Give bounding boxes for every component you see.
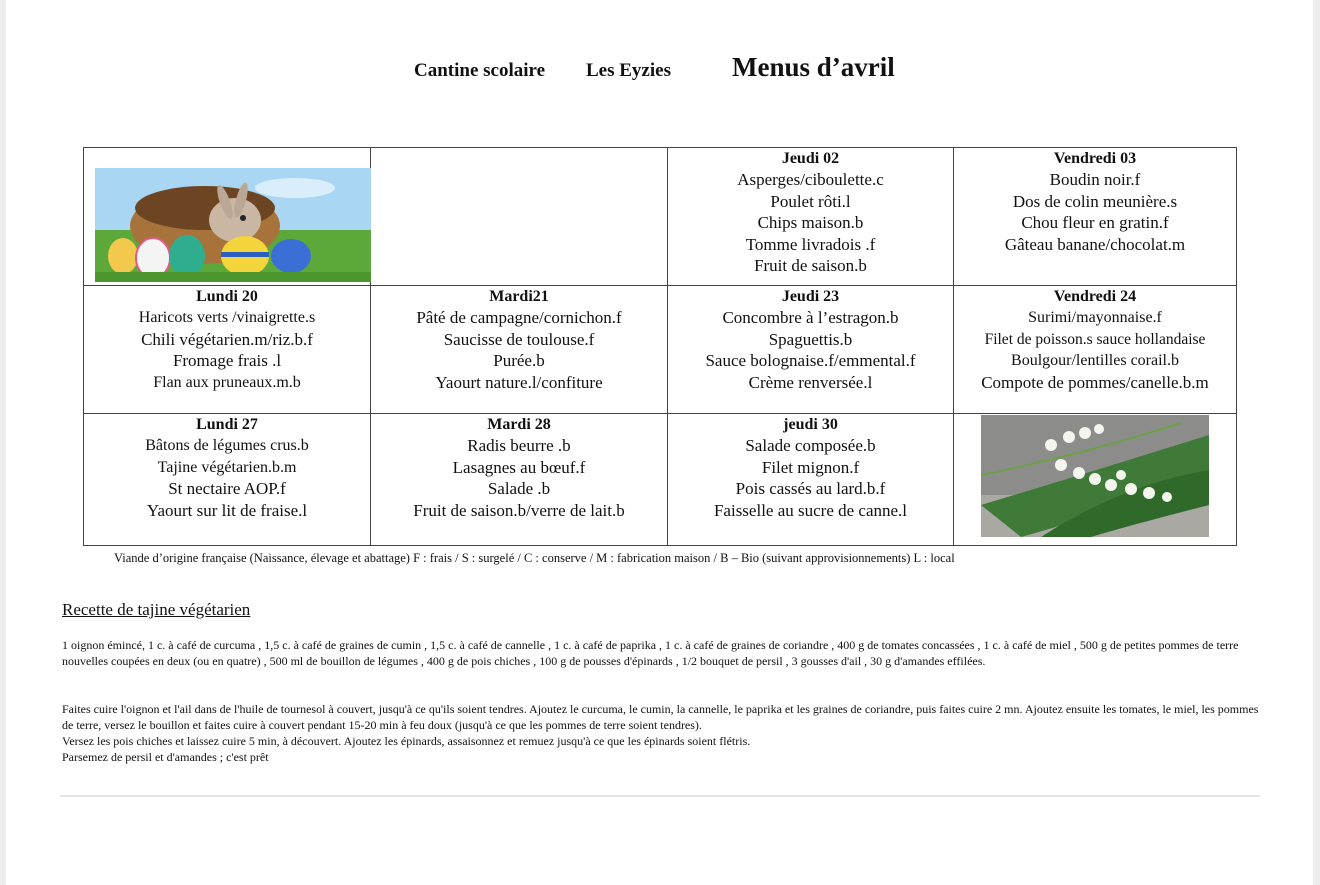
menu-table: [83, 147, 1237, 546]
menu-cell-mardi-21: [371, 286, 668, 414]
menu-cell-lundi-27: [84, 414, 371, 546]
table-row: [84, 414, 1237, 546]
menu-item: Haricots verts /vinaigrette.s: [138, 309, 316, 326]
table-row: [84, 148, 1237, 286]
day-label: Lundi 20: [196, 288, 258, 305]
menu-item: Purée.b: [493, 351, 545, 370]
menu-cell-lundi-20: [84, 286, 371, 414]
day-label: Lundi 27: [196, 416, 258, 433]
menu-cell-jeudi-30: [668, 414, 954, 546]
menu-item: Radis beurre .b: [467, 436, 571, 455]
menu-item: Spaguettis.b: [768, 329, 853, 349]
menu-item: Flan aux pruneaux.m.b: [153, 373, 301, 391]
divider: [60, 795, 1260, 797]
menu-item: Surimi/mayonnaise.f: [1028, 309, 1162, 326]
menu-item: Lasagnes au bœuf.f: [452, 457, 586, 477]
menu-item: Pois cassés au lard.b.f: [735, 479, 886, 498]
menu-item: Sauce bolognaise.f/emmental.f: [705, 351, 916, 370]
menu-cell-mardi-28: [371, 414, 668, 546]
menu-item: St nectaire AOP.f: [168, 479, 286, 498]
table-row: [84, 286, 1237, 414]
menu-item: Faisselle au sucre de canne.l: [713, 500, 908, 520]
day-label: Jeudi 23: [781, 288, 840, 305]
menu-item: Chips maison.b: [757, 213, 864, 232]
page-title: [6, 52, 1313, 92]
recipe-title: Recette de tajine végétarien: [62, 600, 251, 619]
easter-bunny-image: [95, 168, 371, 282]
menu-item: Fruit de saison.b/verre de lait.b: [413, 500, 625, 520]
recipe-steps: [62, 701, 1262, 765]
menu-item: Bâtons de légumes crus.b: [145, 437, 309, 454]
menu-item: Pâté de campagne/cornichon.f: [416, 308, 622, 327]
day-label: jeudi 30: [783, 416, 838, 433]
day-label: Mardi21: [489, 288, 549, 305]
menu-cell-jeudi-23: [668, 286, 954, 414]
menu-item: Asperges/ciboulette.c: [737, 170, 884, 189]
recipe-step: Parsemez de persil et d'amandes ; c'est prêt: [62, 750, 269, 764]
menu-item: Compote de pommes/canelle.b.m: [981, 372, 1209, 392]
menu-item: Saucisse de toulouse.f: [443, 329, 595, 349]
document-page: [6, 0, 1313, 885]
menu-item: Crème renversée.l: [748, 372, 873, 392]
town-label: Les Eyzies: [586, 60, 671, 81]
menu-item: Yaourt sur lit de fraise.l: [146, 500, 308, 520]
day-label: Vendredi 03: [1053, 150, 1137, 167]
menu-item: Filet de poisson.s sauce hollandaise: [984, 330, 1206, 348]
recipe-step: Versez les pois chiches et laissez cuire 5 min, à découvert. Ajoutez les épinards, assaisonnez et remuez jusqu'à ce que les épinards soient flétris.: [62, 734, 751, 748]
recipe-ingredients: 1 oignon émincé, 1 c. à café de curcuma , 1,5 c. à café de graines de cumin , 1,5 c. à café de cannelle , 1 c. à café de paprika , 1 c. à café de graines de coriandre , 400 g de tomates concassées , 1 c. à café de miel , 500 g de petites pommes de terre nouvelles coupées en deux (ou en quatre) , 500 ml de bouillon de légumes , 400 g de pois chiches , 100 g de pousses d'épinards , 1/2 bouquet de persil , 3 gousses d'ail , 30 g d'amandes effilées.: [62, 638, 1239, 668]
menu-item: Gâteau banane/chocolat.m: [1004, 234, 1186, 254]
menu-item: Fruit de saison.b: [754, 256, 867, 275]
menu-item: Filet mignon.f: [761, 457, 860, 477]
cantine-label: Cantine scolaire: [414, 60, 546, 81]
menu-item: Concombre à l’estragon.b: [722, 308, 899, 327]
day-label: Jeudi 02: [781, 150, 840, 167]
menu-cell-vendredi-03: [954, 148, 1237, 286]
menu-item: Salade .b: [487, 479, 551, 498]
lily-of-the-valley-image: [981, 415, 1209, 537]
recipe-step: Faites cuire l'oignon et l'ail dans de l'huile de tournesol à couvert, jusqu'à ce qu'ils soient tendres. Ajoutez le curcuma, le cumin, la cannelle, le paprika et les graines de coriandre, puis faites cuire 2 mn. Ajoutez ensuite les tomates, le miel, les pommes de terre, versez le bouillon et faites cuire à couvert pendant 15-20 min à feu doux (jusqu'à ce que les pommes de terre soient tendres).: [62, 702, 1259, 732]
day-label: Vendredi 24: [1053, 288, 1137, 305]
legend-text: Viande d’origine française (Naissance, élevage et abattage) F : frais / S : surgelé / C : conserve / M : fabrication maison / B – Bio (suivant approvisionnements) L : local: [114, 551, 955, 565]
menu-title: Menus d’avril: [732, 52, 895, 82]
menu-cell-vendredi-24: [954, 286, 1237, 414]
menu-item: Boudin noir.f: [1049, 170, 1141, 189]
menu-item: Salade composée.b: [745, 436, 876, 455]
menu-item: Boulgour/lentilles corail.b: [1011, 352, 1179, 369]
menu-item: Poulet rôti.l: [770, 191, 851, 211]
day-label: Mardi 28: [487, 416, 551, 433]
menu-cell-jeudi-02: [668, 148, 954, 286]
menu-item: Chou fleur en gratin.f: [1021, 213, 1169, 232]
menu-item: Chili végétarien.m/riz.b.f: [141, 329, 313, 349]
menu-item: Tajine végétarien.b.m: [157, 458, 297, 476]
menu-item: Yaourt nature.l/confiture: [435, 372, 603, 392]
menu-item: Dos de colin meunière.s: [1012, 191, 1178, 211]
empty-cell: [371, 148, 668, 286]
easter-image-cell: [84, 148, 371, 286]
menu-item: Tomme livradois .f: [745, 234, 876, 254]
menu-item: Fromage frais .l: [172, 351, 282, 370]
lily-image-cell: [954, 414, 1237, 546]
